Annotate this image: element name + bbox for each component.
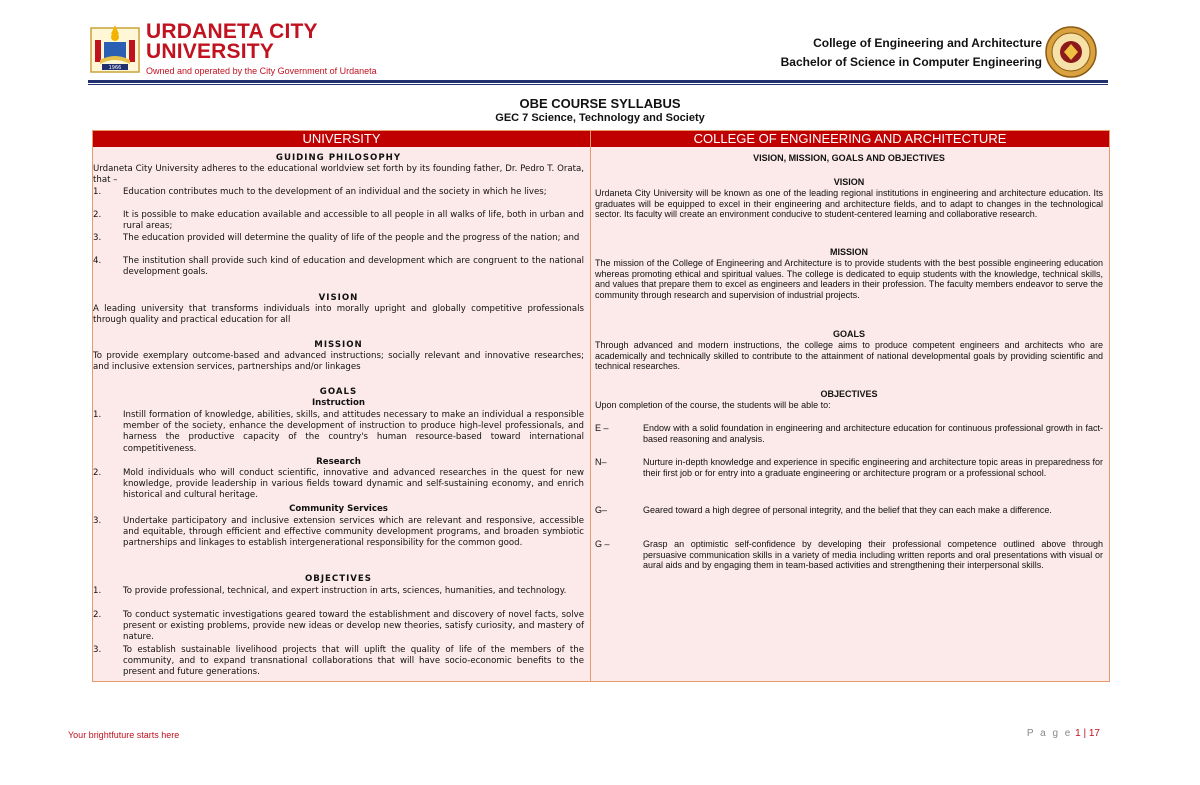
college-mission-text: The mission of the College of Engineering and Architecture is to provide students with the best possible engineering education whereas promoting ethical and spiritual values. The college is dedicated to equip students with the knowledge, technical skills, and values that prepare them to excel as engineers and leaders in their profession. The faculty members endeavor to serve the community through research and supervision of industrial projects. — [595, 258, 1103, 300]
page-number — [1027, 728, 1100, 739]
university-vision-text: A leading university that transforms individuals into morally upright and globally competitive professionals through quality and practical education for all — [93, 304, 584, 326]
college-mission-title: MISSION — [829, 247, 868, 257]
university-tagline: Owned and operated by the City Government of Urdaneta — [146, 66, 377, 76]
logo-year: 1966 — [108, 65, 122, 71]
university-mission-title: MISSION — [314, 340, 363, 350]
program-name: Bachelor of Science in Computer Engineering — [780, 55, 1042, 69]
university-objectives-title: OBJECTIVES — [304, 574, 372, 584]
college-goals-text: Through advanced and modern instructions, the college aims to produce competent engineers and architects who are academically and technically skilled to contribute to the attainment of national developmental goals by providing scientific and technical researches. — [595, 340, 1103, 372]
community-services-title: Community Services — [289, 504, 388, 514]
document-subtitle: GEC 7 Science, Technology and Society — [495, 112, 705, 124]
university-goals-title: GOALS — [319, 387, 358, 397]
syllabus-table: UNIVERSITY COLLEGE OF ENGINEERING AND ARCHITECTURE GUIDING PHILOSOPHY Urdaneta City University adheres to the educational worldview set forth by its founding father, Dr. Pedro T. Orata, that – 1. Education contributes much to the development of an individual and the society in which he lives; 2. It is possible to make education available and accessible to all people in all walks of life, both in urban and rural areas; 3. The education provided will determine the quality of life of the people and the progress of the nation; and 4. The institution shall provide such kind of education and development which are congruent to the national development goals. VISION A leading university that transforms individuals into morally upright and globally competitive professionals through quality and practical education for all MISSION To provide exemplary outcome-based and advanced instructions; socially relevant and innovative researches; and inclusive extension services, partnerships and/or linkages GOALS Instruction 1. Instill formation of knowledge, abilities, skills, and attitudes necessary to make an individual a responsible member of the society, enhance the development of instruction to produce high-level professionals, and harness the productive capacity of the country's human resource-based toward international competitiveness. Research 2. Mold individuals who will conduct scientific, innovative and advanced researches in the quest for new knowledge, provide leadership in various fields toward dynamic and self-sustaining economy, and enrich historical and cultural heritage. Community Services 3. Undertake participatory and inclusive extension services which are relevant and responsive, accessible and equitable, through efficient and effective community development programs, and broaden symbiotic partnerships and linkages to establish intergenerational responsibility for the common good. OBJECTIVES 1. To provide professional, technical, and expert instruction in arts, sciences, humanities, and technology. 2. To conduct systematic investigations geared toward the establishment and discovery of novel facts, solve present or existing problems, provide new ideas or develop new theories, satisfy curiosity, and mastery of nature. 3. To establish sustainable livelihood projects that will uplift the quality of life of the members of the community, and to expand transnational collaborations that will have socio-economic benefits to the present and future generations. VISION, MISSION, GOALS AND OBJECTIVES VISION Urdaneta City University will be known as one of the leading regional institutions in engineering and architecture education. Its graduates will be equipped to excel in their engineering and architecture fields, and to adapt to changes in the technological sector. Its faculty will create an environment conducive to student-centered learning and collaborative research. MISSION The mission of the College of Engineering and Architecture is to provide students with the best possible engineering education whereas promoting ethical and spiritual values. The college is dedicated to equip students with the knowledge, technical skills, and values that prepare them to excel as engineers and leaders in their profession. The faculty members endeavor to serve the community through research and supervision of industrial projects. GOALS Through advanced and modern instructions, the college aims to produce competent engineers and architects who are academically and technically skilled to contribute to the attainment of national developmental goals by providing scientific and technical researches. OBJECTIVES Upon completion of the course, the students will be able to: E – Endow with a solid foundation in engineering and architecture education for continuous professional growth in fact-based reasoning and analysis. N– Nurture in-depth knowledge and experience in specific engineering and architecture topic areas in preparedness for their first job or for entry into a graduate engineering or architecture program or a professional school. G– Geared toward a high degree of personal integrity, and the belief that they can each make a difference. G – Grasp an optimistic self-confidence by developing their professional competence outlined above through persuasive communication skills in a variety of media including written reports and oral presentations with visual or aural aids and by engaging them in team-based activities and strengthening their interpersonal skills. — [92, 130, 1110, 682]
header-divider — [88, 80, 1108, 83]
college-vision-text: Urdaneta City University will be known as one of the leading regional institutions in engineering and architecture education. Its graduates will be equipped to excel in their engineering and architecture fields, and to adapt to changes in the technological sector. Its faculty will create an environment conducive to student-centered learning and collaborative research. — [595, 188, 1103, 220]
university-mission-text: To provide exemplary outcome-based and advanced instructions; socially relevant and innovative researches; and inclusive extension services, partnerships and/or linkages — [93, 351, 584, 373]
column-divider — [590, 131, 591, 681]
university-logo — [90, 22, 140, 74]
footer-tagline: Your brightfuture starts here — [68, 730, 180, 740]
page-word: P a g e — [1026, 728, 1073, 739]
document-title: OBE COURSE SYLLABUS — [519, 96, 681, 111]
college-objectives-intro: Upon completion of the course, the students will be able to: — [595, 400, 831, 410]
college-info — [781, 34, 1042, 72]
college-vision-title: VISION — [833, 177, 865, 187]
university-name-line2: UNIVERSITY — [146, 40, 275, 63]
header-divider-thin — [88, 84, 1108, 85]
page-total: 17 — [1088, 728, 1100, 739]
university-name — [146, 22, 318, 62]
college-goals-title: GOALS — [832, 329, 865, 339]
university-column-header: UNIVERSITY — [93, 131, 590, 147]
university-name-line1: URDANETA CITY — [146, 20, 318, 43]
guiding-philosophy-intro: Urdaneta City University adheres to the educational worldview set forth by its founding father, Dr. Pedro T. Orata, that – — [93, 164, 584, 186]
instruction-title: Instruction — [311, 398, 366, 408]
college-column-header: COLLEGE OF ENGINEERING AND ARCHITECTURE — [591, 131, 1109, 147]
college-name: College of Engineering and Architecture — [813, 36, 1042, 50]
page-separator: | — [1083, 728, 1087, 739]
guiding-philosophy-title: GUIDING PHILOSOPHY — [275, 153, 402, 163]
college-objectives-title: OBJECTIVES — [820, 389, 878, 399]
page-current: 1 — [1075, 728, 1081, 739]
research-title: Research — [316, 457, 361, 467]
university-vision-title: VISION — [318, 293, 359, 303]
college-seal — [1044, 26, 1098, 78]
vmgo-title: VISION, MISSION, GOALS AND OBJECTIVES — [753, 153, 945, 163]
